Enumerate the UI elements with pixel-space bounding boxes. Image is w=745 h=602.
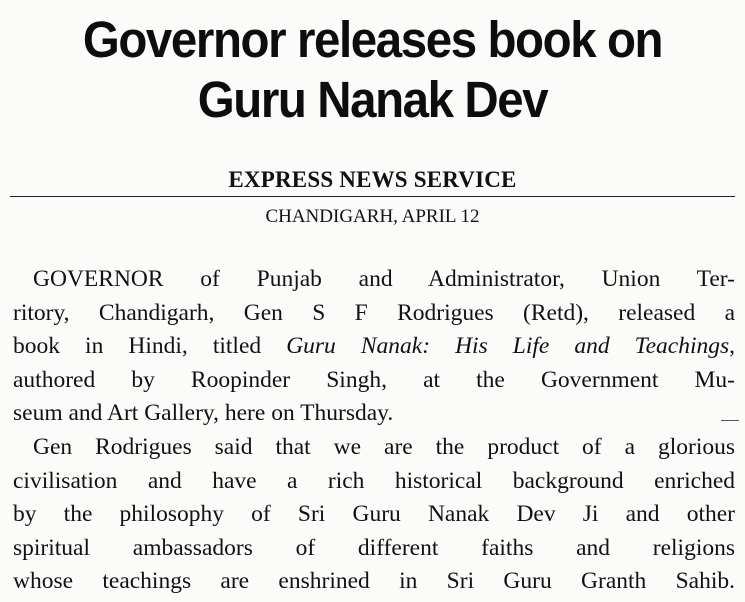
paragraph-2-line-1: Gen Rodrigues said that we are the product of a glorious [33, 433, 735, 460]
byline-rule [10, 196, 735, 197]
headline [26, 10, 719, 130]
headline-line-2: Guru Nanak Dev [197, 71, 548, 128]
paragraph-1-line-3-text: book in Hindi, titled [13, 333, 287, 360]
headline-line-1: Governor releases book on [82, 11, 663, 68]
paragraph-2-line-4: spiritual ambassadors of different faiths and religions [13, 534, 735, 561]
paragraph-1-line-3-comma: , [729, 333, 736, 360]
paragraph-1-line-3 [13, 330, 735, 364]
book-title: Guru Nanak: His Life and Teachings [286, 333, 730, 360]
paragraph-1-line-5: seum and Art Gallery, here on Thursday. [13, 400, 394, 427]
paragraph-1-line-4: authored by Roopinder Singh, at the Government Mu- [13, 366, 735, 393]
paragraph-1-line-2: ritory, Chandigarh, Gen S F Rodrigues (Retd), released a [13, 299, 735, 326]
paragraph-2-line-2: civilisation and have a rich historical background enriched [13, 467, 735, 494]
dateline: CHANDIGARH, APRIL 12 [265, 206, 480, 227]
article-body [13, 263, 735, 599]
paragraph-1-line-1: GOVERNOR of Punjab and Administrator, Union Ter- [33, 266, 735, 292]
paragraph-2-line-3: by the philosophy of Sri Guru Nanak Dev Ji and other [13, 501, 735, 528]
column-edge-mark [721, 420, 739, 421]
paragraph-2-line-5: whose teachings are enshrined in Sri Guru Granth Sahib. [13, 568, 735, 595]
byline: EXPRESS NEWS SERVICE [228, 167, 517, 192]
